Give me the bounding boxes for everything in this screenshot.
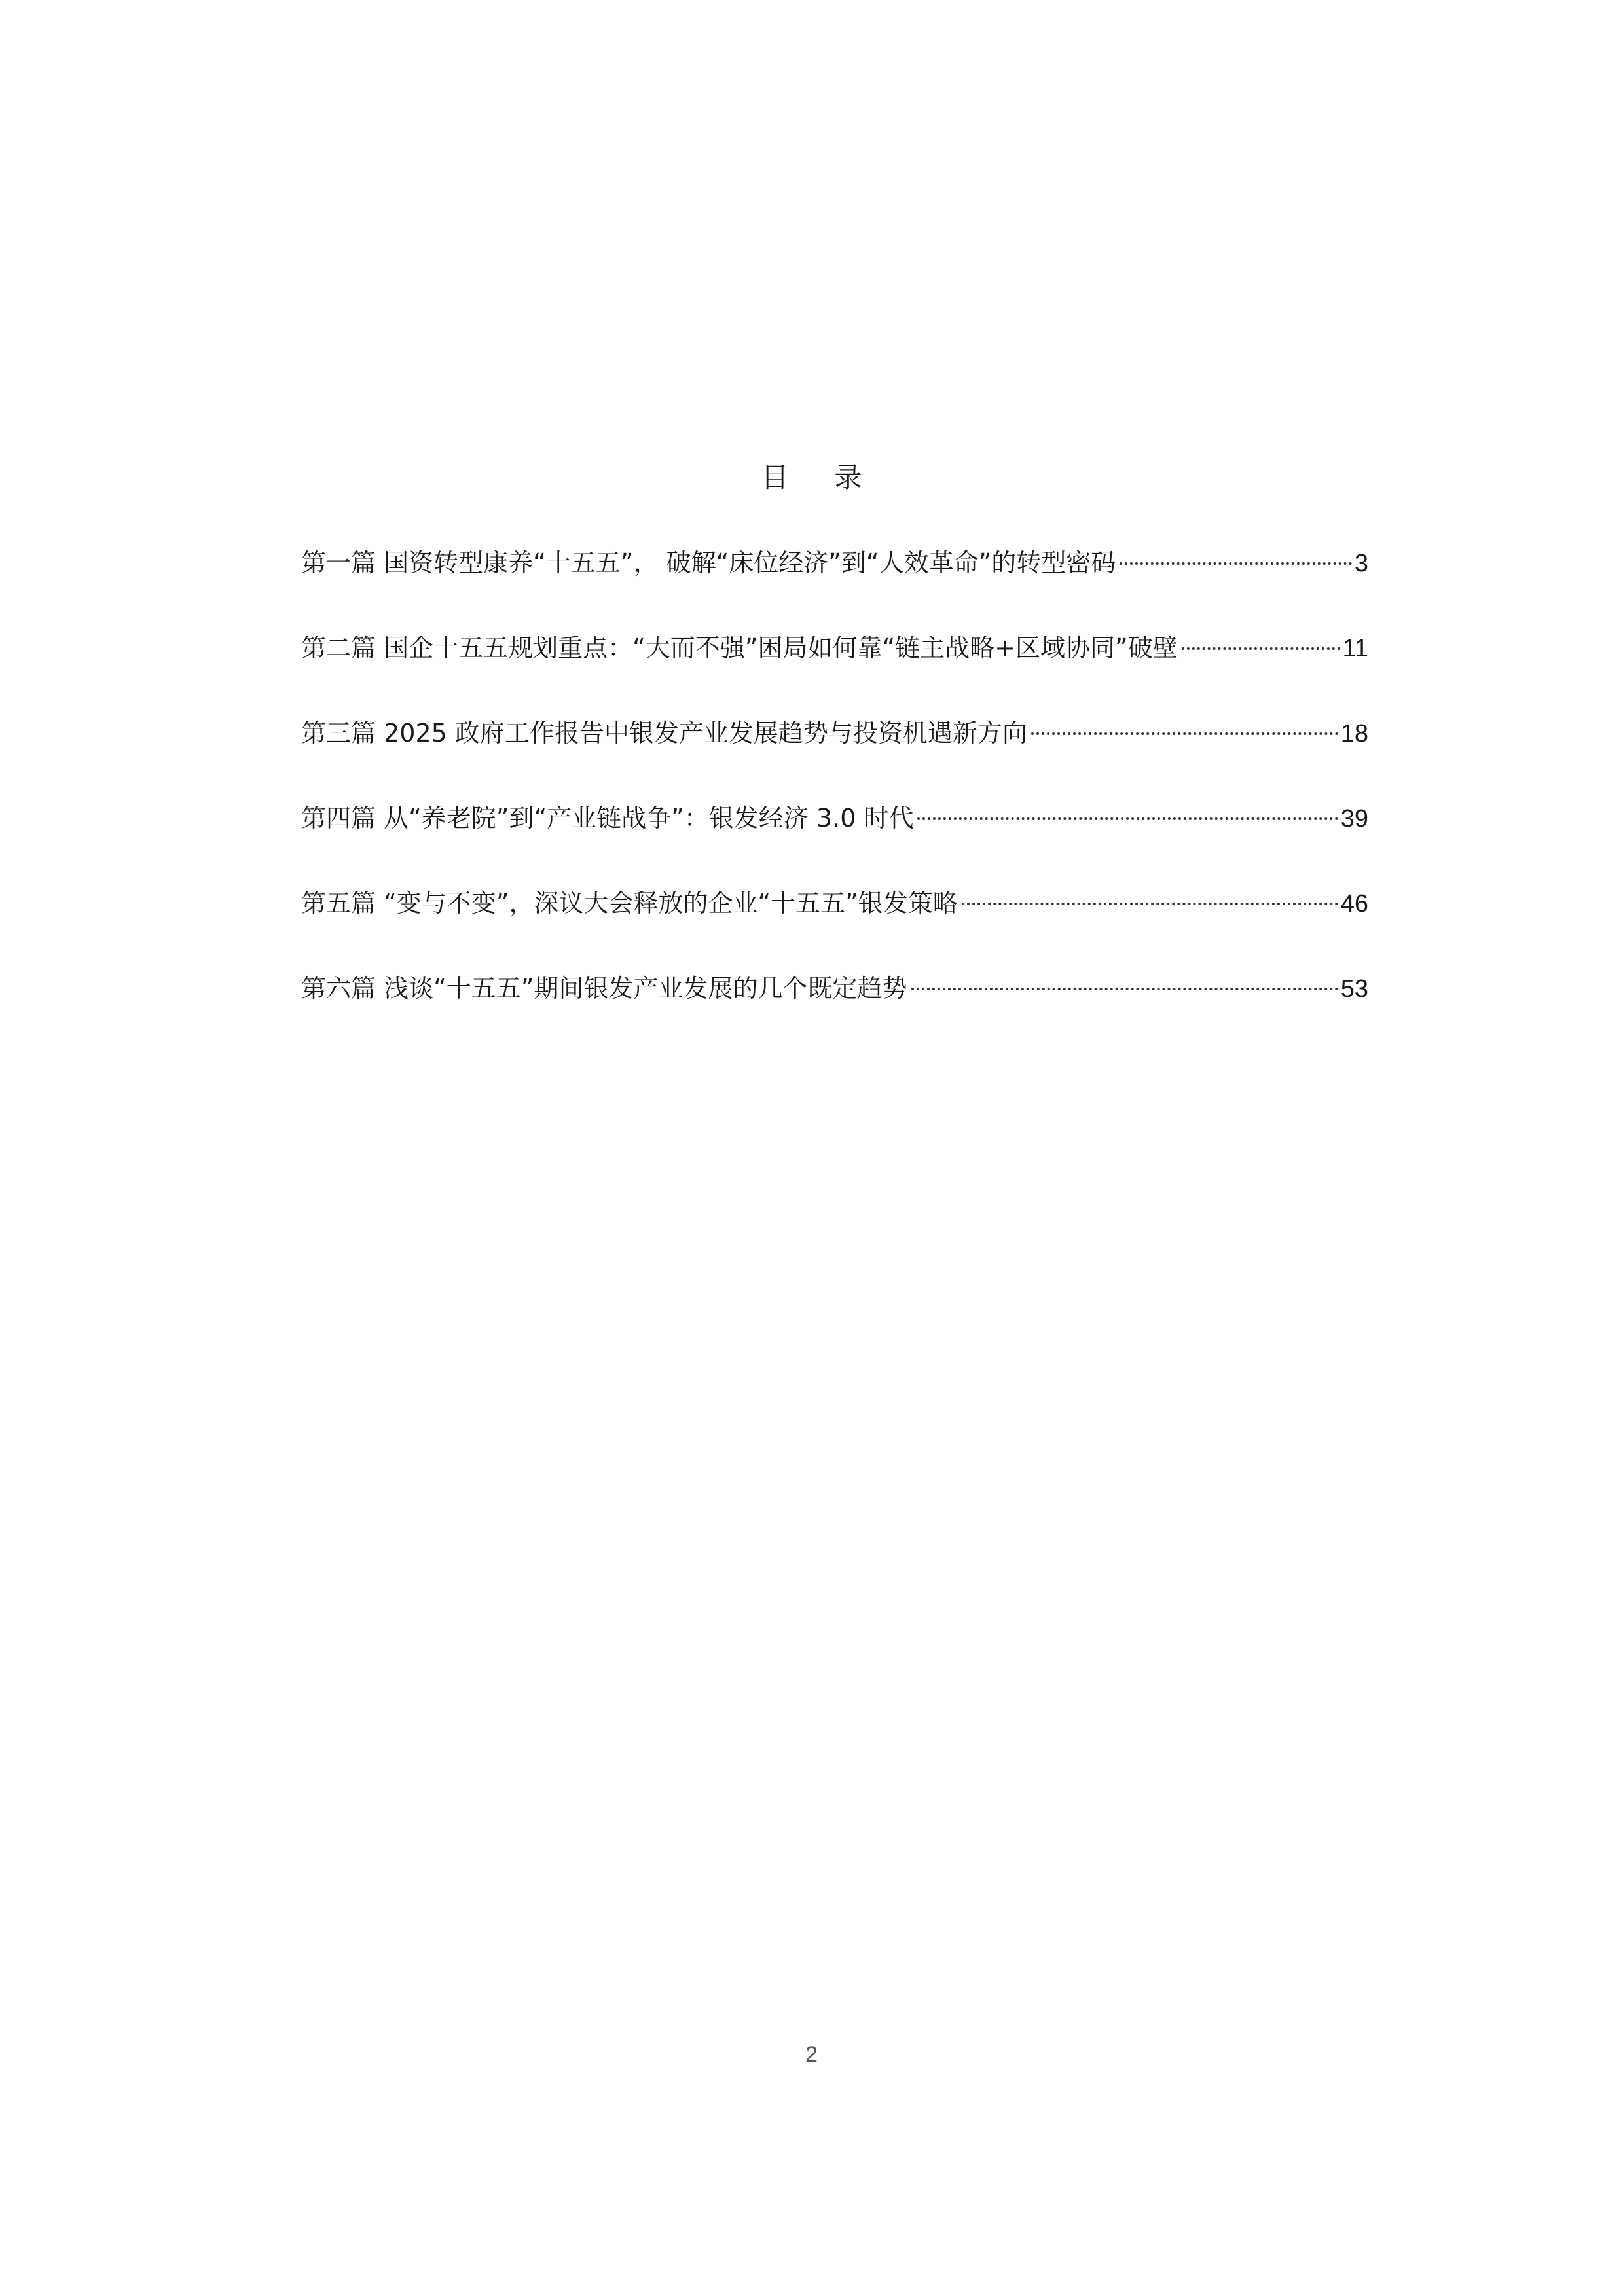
- toc-leader-dots: [911, 988, 1338, 990]
- toc-entry-text: 从“养老院”到“产业链战争”：银发经济 3.0 时代: [384, 804, 914, 833]
- toc-entry-page: 3: [1354, 550, 1368, 577]
- page-number: 2: [805, 2042, 818, 2067]
- toc-entry-label: 第六篇: [301, 974, 376, 1003]
- toc-entry-label: 第四篇: [301, 804, 376, 833]
- toc-entry-page: 11: [1342, 635, 1368, 662]
- toc-entry-5[interactable]: [301, 884, 1368, 969]
- toc-leader-dots: [1120, 562, 1352, 565]
- toc-entry-label: 第一篇: [301, 548, 376, 577]
- toc-entry-1[interactable]: [301, 543, 1368, 628]
- toc-entry-text: 2025 政府工作报告中银发产业发展趋势与投资机遇新方向: [384, 719, 1027, 747]
- toc-title: 目录: [761, 461, 908, 493]
- toc-entry-page: 53: [1340, 975, 1368, 1003]
- toc-leader-dots: [917, 817, 1338, 820]
- toc-entry-4[interactable]: [301, 798, 1368, 884]
- toc-entry-text: 国企十五五规划重点：“大而不强”困局如何靠“链主战略+区域协同”破壁: [384, 634, 1178, 662]
- toc-entry-page: 46: [1340, 890, 1368, 918]
- toc-leader-dots: [1031, 732, 1338, 735]
- toc-entry-page: 39: [1340, 805, 1368, 833]
- toc-entry-label: 第五篇: [301, 889, 376, 918]
- toc-list: [301, 543, 1368, 1054]
- toc-entry-6[interactable]: [301, 969, 1368, 1054]
- toc-entry-text: 国资转型康养“十五五”， 破解“床位经济”到“人效革命”的转型密码: [384, 548, 1116, 577]
- toc-leader-dots: [962, 903, 1338, 905]
- toc-entry-label: 第二篇: [301, 634, 376, 662]
- toc-entry-2[interactable]: [301, 628, 1368, 713]
- toc-leader-dots: [1182, 647, 1340, 650]
- toc-entry-3[interactable]: [301, 713, 1368, 798]
- toc-entry-page: 18: [1340, 720, 1368, 747]
- toc-entry-label: 第三篇: [301, 719, 376, 747]
- toc-entry-text: 浅谈“十五五”期间银发产业发展的几个既定趋势: [384, 974, 907, 1003]
- toc-entry-text: “变与不变”，深议大会释放的企业“十五五”银发策略: [384, 889, 958, 918]
